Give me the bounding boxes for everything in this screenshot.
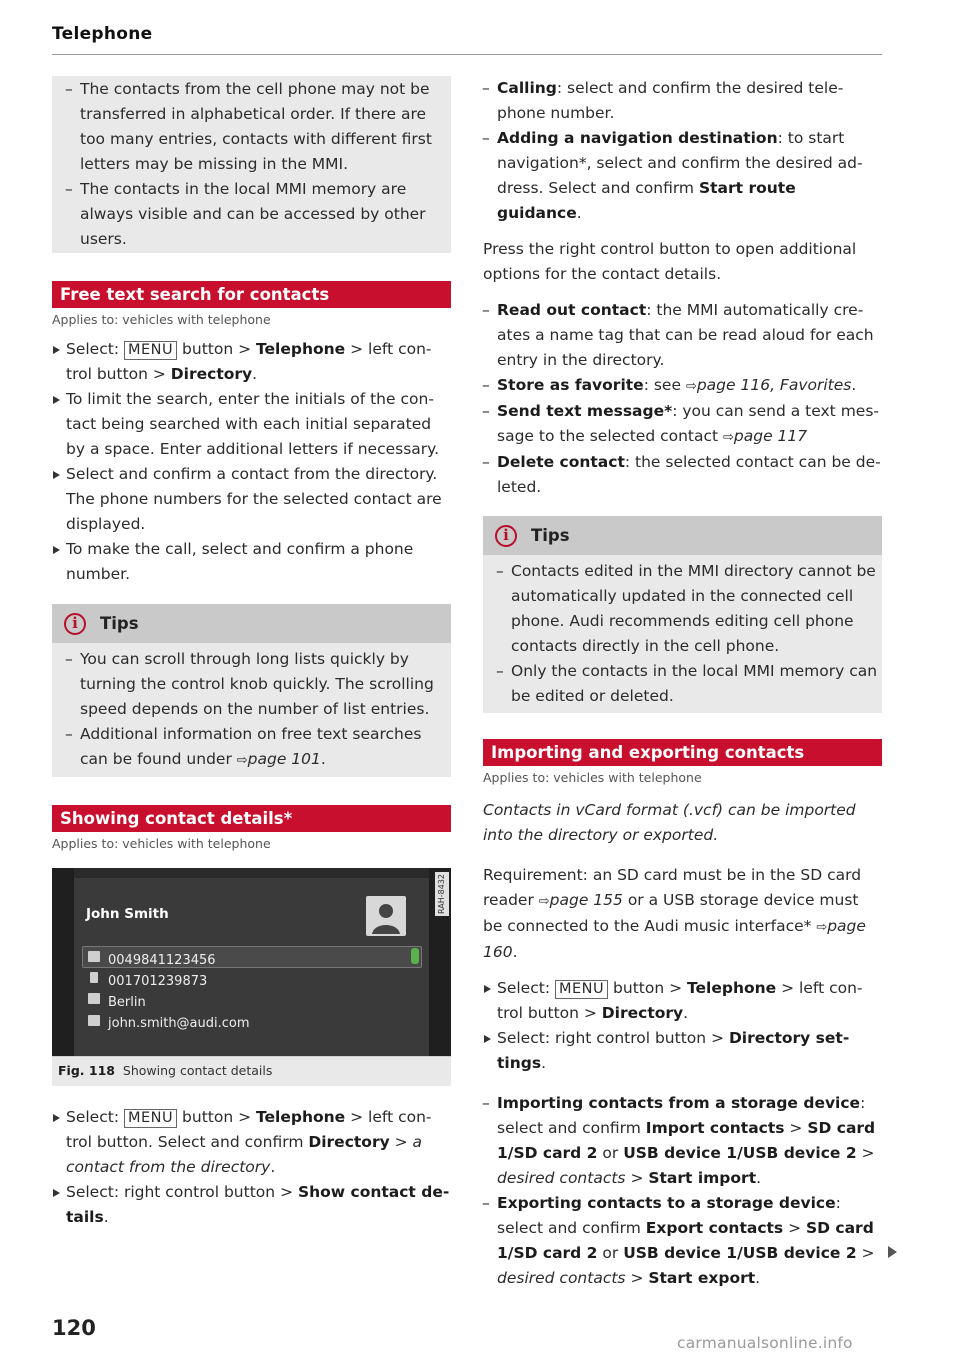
step-list xyxy=(483,976,882,1076)
menu-key: MENU xyxy=(124,341,177,360)
tips-header xyxy=(52,604,451,643)
info-icon: i xyxy=(495,525,517,547)
email: john.smith@audi.com xyxy=(108,1016,250,1031)
option-list xyxy=(469,76,882,226)
page-ref-arrow-icon: ⇨ xyxy=(723,430,734,445)
person-icon xyxy=(366,896,406,936)
tips-box xyxy=(483,516,882,713)
tip-item: – Additional information on free text searches can be found under ⇨page 101. xyxy=(52,722,451,773)
avatar xyxy=(366,896,406,936)
tips-label: Tips xyxy=(100,614,139,633)
tip-item: – Contacts edited in the MMI directory cannot be automatically updated in the connected cell phone. Audi recommends editing cell phone contacts directly in the cell phone. xyxy=(483,559,882,659)
page-ref: page 160 xyxy=(483,917,866,961)
step-item: Select and confirm a contact from the directory. The phone numbers for the selected contact are displayed. xyxy=(52,462,451,537)
option-item: – Exporting contacts to a storage device: select and confirm Export contacts > SD card 1/SD card 2 or USB device 1/USB device 2 > desired contacts > Start export. xyxy=(469,1191,882,1291)
step-item: Select: MENU button > Telephone > left control button > Directory. xyxy=(483,976,882,1026)
page-header xyxy=(52,24,882,55)
step-list xyxy=(52,1105,451,1230)
mmi-screen xyxy=(52,868,451,1057)
phone-number: 001701239873 xyxy=(108,974,208,989)
tips-list xyxy=(483,555,882,713)
page-ref-arrow-icon: ⇨ xyxy=(816,920,828,935)
page-ref: page 101 xyxy=(247,750,321,768)
page-ref: page 117 xyxy=(733,427,808,445)
option-item: – Read out contact: the MMI automatically creates a name tag that can be read aloud for each entry in the directory. xyxy=(469,298,882,373)
page-number: 120 xyxy=(52,1316,96,1340)
page-ref-arrow-icon: ⇨ xyxy=(538,894,550,909)
figure-code: RAH-8432 xyxy=(435,872,449,916)
step-list xyxy=(52,337,451,587)
continue-arrow-icon xyxy=(888,1246,897,1258)
header-title: Telephone xyxy=(52,24,153,44)
applies-note: Applies to: vehicles with telephone xyxy=(483,770,702,785)
section-heading: Free text search for contacts xyxy=(52,281,451,308)
watermark: carmanualsonline.info xyxy=(677,1334,853,1352)
tip-item: – Only the contacts in the local MMI memory can be edited or deleted. xyxy=(483,659,882,709)
mobile-icon xyxy=(90,972,98,983)
section-heading: Showing contact details* xyxy=(52,805,451,832)
step-item: To make the call, select and confirm a phone number. xyxy=(52,537,451,587)
email-icon xyxy=(88,1015,100,1026)
tip-item: – You can scroll through long lists quickly by turning the control knob quickly. The scrolling speed depends on the number of list entries. xyxy=(52,647,451,722)
menu-key: MENU xyxy=(555,980,608,999)
step-item: To limit the search, enter the initials of the contact being searched with each initial separated by a space. Enter additional letters if necessary. xyxy=(52,387,451,462)
option-list xyxy=(469,1091,882,1291)
note-box xyxy=(52,76,451,253)
paragraph: Press the right control button to open additional options for the contact details. xyxy=(483,240,857,283)
page-ref-arrow-icon: ⇨ xyxy=(685,379,697,394)
option-item: – Calling: select and confirm the desired telephone number. xyxy=(469,76,882,126)
requirement-paragraph: Requirement: an SD card must be in the SD card reader ⇨page 155 or a USB storage device must be connected to the Audi music interface* ⇨page 160. xyxy=(483,866,866,961)
left-column xyxy=(52,76,451,1230)
address-icon xyxy=(88,993,100,1004)
selection-marker-icon xyxy=(411,948,419,964)
applies-note: Applies to: vehicles with telephone xyxy=(52,312,271,327)
note-item: – The contacts from the cell phone may not be transferred in alphabetical order. If there are too many entries, contacts with different first letters may be missing in the MMI. xyxy=(52,77,451,177)
step-item: Select: MENU button > Telephone > left control button > Directory. xyxy=(52,337,451,387)
option-list xyxy=(469,298,882,500)
note-list xyxy=(52,77,451,252)
option-item: – Adding a navigation destination: to start navigation*, select and confirm the desired address. Select and confirm Start route guidance. xyxy=(469,126,882,226)
info-icon: i xyxy=(64,613,86,635)
note-item: – The contacts in the local MMI memory are always visible and can be accessed by other users. xyxy=(52,177,451,252)
figure xyxy=(52,868,451,1086)
page-ref-arrow-icon: ⇨ xyxy=(236,753,248,768)
page-ref: page 155 xyxy=(549,891,623,909)
contact-name: John Smith xyxy=(86,906,169,922)
phone-number: 0049841123456 xyxy=(108,953,216,968)
option-item: – Delete contact: the selected contact can be deleted. xyxy=(469,450,882,500)
city: Berlin xyxy=(108,995,146,1010)
tips-list xyxy=(52,643,451,777)
option-item: – Store as favorite: see ⇨page 116, Favorites. xyxy=(469,373,882,399)
option-item: – Importing contacts from a storage device: select and confirm Import contacts > SD card 1/SD card 2 or USB device 1/USB device 2 > desired contacts > Start import. xyxy=(469,1091,882,1191)
tips-label: Tips xyxy=(531,526,570,545)
page-ref: page 116, Favorites xyxy=(696,376,852,394)
phone-icon xyxy=(88,951,100,962)
tips-header xyxy=(483,516,882,555)
section-heading: Importing and exporting contacts xyxy=(483,739,882,766)
tips-box xyxy=(52,604,451,777)
applies-note: Applies to: vehicles with telephone xyxy=(52,836,271,851)
step-item: Select: right control button > Show contact details. xyxy=(52,1180,451,1230)
right-column xyxy=(483,76,882,1291)
step-item: Select: right control button > Directory settings. xyxy=(483,1026,882,1076)
option-item: – Send text message*: you can send a text message to the selected contact ⇨page 117 xyxy=(469,399,882,450)
figure-caption: Fig. 118 Showing contact details xyxy=(58,1063,273,1078)
menu-key: MENU xyxy=(124,1109,177,1128)
intro-paragraph: Contacts in vCard format (.vcf) can be imported into the directory or exported. xyxy=(483,801,856,844)
step-item: Select: MENU button > Telephone > left control button. Select and confirm Directory > a contact from the directory. xyxy=(52,1105,451,1180)
